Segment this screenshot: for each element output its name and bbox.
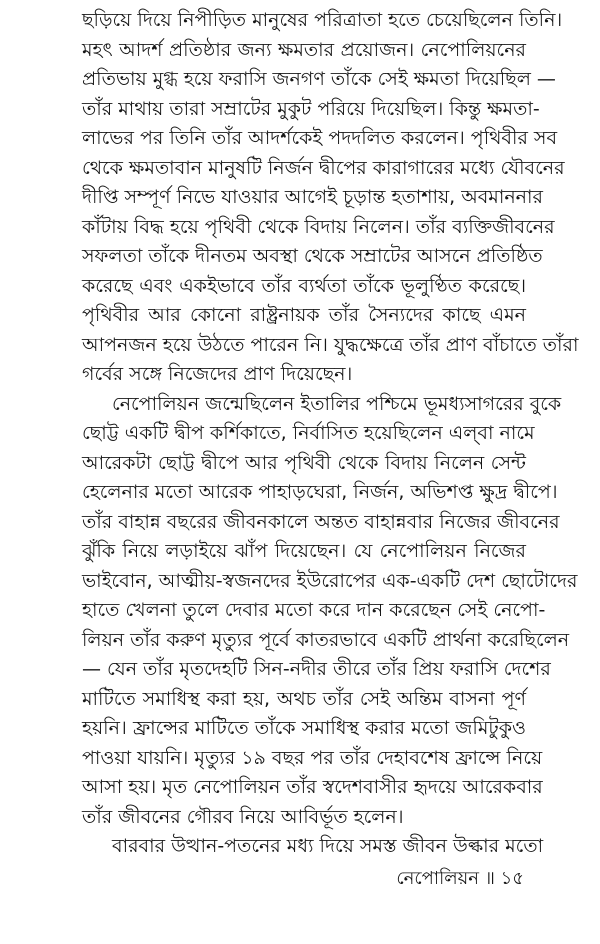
text-line: প্রতিভায় মুগ্ধ হয়ে ফরাসি জনগণ তাঁকে সেই ক্ষমতা দিয়েছিল — <box>82 68 556 90</box>
text-line: পাওয়া যায়নি। মৃত্যুর ১৯ বছর পর তাঁর দেহাবশেষ ফ্রান্সে নিয়ে <box>82 746 543 769</box>
text-line: আরেকটা ছোট্ট দ্বীপে আর পৃথিবী থেকে বিদায় নিলেন সেন্ট <box>82 451 526 474</box>
text-line: লিয়ন তাঁর করুণ মৃত্যুর পূর্বে কাতরভাবে একটি প্রার্থনা করেছিলেন <box>82 628 570 651</box>
text-line: তাঁর জীবনের গৌরব নিয়ে আবির্ভূত হলেন। <box>82 805 404 828</box>
text-line: ভাইবোন, আত্মীয়-স্বজনদের ইউরোপের এক-একটি দেশ ছোটোদের <box>82 569 578 592</box>
text-line: হেলেনার মতো আরেক পাহাড়ঘেরা, নির্জন, অভিশপ্ত ক্ষুদ্র দ্বীপে। <box>82 481 558 503</box>
running-footer-page-number: নেপোলিয়ন ॥ ১৫ <box>396 868 524 889</box>
page-body <box>82 6 579 862</box>
text-line: বারবার উত্থান-পতনের মধ্য দিয়ে সমস্ত জীবন উল্কার মতো <box>112 835 544 857</box>
text-line: সফলতা তাঁকে দীনতম অবস্থা থেকে সম্রাটের আসনে প্রতিষ্ঠিত <box>82 245 543 267</box>
text-line: কাঁটায় বিদ্ধ হয়ে পৃথিবী থেকে বিদায় নিলেন। তাঁর ব্যক্তিজীবনের <box>82 215 555 238</box>
text-line: লাভের পর তিনি তাঁর আদর্শকেই পদদলিত করলেন। পৃথিবীর সব <box>82 127 558 149</box>
text-line: হয়নি। ফ্রান্সের মাটিতে তাঁকে সমাধিস্থ করার মতো জমিটুকুও <box>82 717 526 739</box>
text-line: আপনজন হয়ে উঠতে পারেন নি। যুদ্ধক্ষেত্রে তাঁর প্রাণ বাঁচাতে তাঁরা <box>82 333 579 356</box>
text-line: মাটিতে সমাধিস্থ করা হয়, অথচ তাঁর সেই অন্তিম বাসনা পূর্ণ <box>82 687 526 710</box>
text-line: তাঁর বাহান্ন বছরের জীবনকালে অন্তত বাহান্নবার নিজের জীবনের <box>82 510 560 533</box>
text-line: ছোট্ট একটি দ্বীপ কর্শিকাতে, নির্বাসিত হয়েছিলেন এল্‌বা নামে <box>82 422 535 444</box>
text-line: আসা হয়। মৃত নেপোলিয়ন তাঁর স্বদেশবাসীর হৃদয়ে আরেকবার <box>82 776 543 798</box>
text-line: দীপ্তি সম্পূর্ণ নিভে যাওয়ার আগেই চূড়ান্ত হতাশায়, অবমাননার <box>82 186 543 208</box>
text-line: হাতে খেলনা তুলে দেবার মতো করে দান করেছেন সেই নেপো- <box>82 599 546 621</box>
text-line: থেকে ক্ষমতাবান মানুষটি নির্জন দ্বীপের কারাগারের মধ্যে যৌবনের <box>82 156 565 179</box>
text-line: — যেন তাঁর মৃতদেহটি সিন-নদীর তীরে তাঁর প্রিয় ফরাসি দেশের <box>82 658 551 680</box>
text-line: মহৎ আদর্শ প্রতিষ্ঠার জন্য ক্ষমতার প্রয়োজন। নেপোলিয়নের <box>82 38 526 61</box>
text-line: ঝুঁকি নিয়ে লড়াইয়ে ঝাঁপ দিয়েছেন। যে নেপোলিয়ন নিজের <box>82 540 526 562</box>
text-line: গর্বের সঙ্গে নিজেদের প্রাণ দিয়েছেন। <box>82 363 353 385</box>
text-line: ছড়িয়ে দিয়ে নিপীড়িত মানুষের পরিত্রাতা হতে চেয়েছিলেন তিনি। <box>82 9 563 31</box>
text-line: করেছে এবং একইভাবে তাঁর ব্যর্থতা তাঁকে ভূলুণ্ঠিত করেছে। <box>82 274 526 297</box>
text-line: পৃথিবীর আর কোনো রাষ্ট্রনায়ক তাঁর সৈন্যদের কাছে এমন <box>82 304 526 326</box>
text-line: নেপোলিয়ন জন্মেছিলেন ইতালির পশ্চিমে ভূমধ্যসাগরের বুকে <box>112 392 562 415</box>
text-line: তাঁর মাথায় তারা সম্রাটের মুকুট পরিয়ে দিয়েছিল। কিন্তু ক্ষমতা- <box>82 97 540 120</box>
